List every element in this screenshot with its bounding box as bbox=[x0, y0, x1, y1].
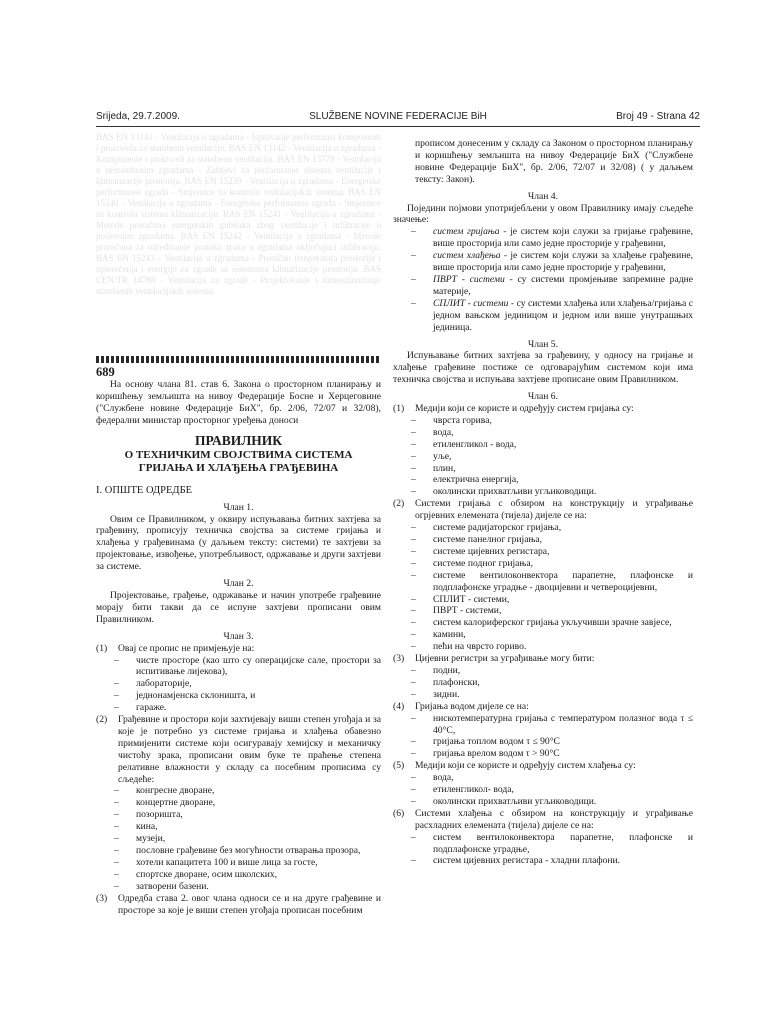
list-item bbox=[96, 655, 381, 679]
article-6-paragraphs bbox=[393, 403, 693, 867]
list-item-text: зидни. bbox=[433, 688, 460, 700]
dash-bullet: – bbox=[411, 664, 416, 676]
act-separator bbox=[96, 356, 381, 363]
paragraph-number: (4) bbox=[393, 700, 405, 712]
article-4-text: Поједини појмови употријебљени у овом Правилнику имају сљедеће значење: bbox=[393, 202, 693, 226]
dash-bullet: – bbox=[114, 868, 119, 880]
list-item-text: пећи на чврсто гориво. bbox=[433, 641, 527, 653]
header-date: Srijeda, 29.7.2009. bbox=[96, 111, 180, 122]
paragraph-number: (3) bbox=[393, 653, 405, 665]
numbered-paragraph bbox=[393, 498, 693, 522]
list-item bbox=[393, 617, 693, 629]
list-item-text: систем калориферског гријања укључивши зрачне завјесе, bbox=[433, 617, 672, 629]
list-item-text: системе радијаторског гријања, bbox=[433, 522, 562, 534]
list-item bbox=[96, 845, 381, 857]
dash-bullet: – bbox=[411, 297, 416, 309]
list-item bbox=[393, 677, 693, 689]
list-item-text: околински прихватљиви угљиководици. bbox=[433, 486, 597, 498]
dash-bullet: – bbox=[411, 450, 416, 462]
paragraph-number: (6) bbox=[393, 807, 405, 819]
dash-bullet: – bbox=[411, 426, 416, 438]
article-2-text: Пројектовање, грађење, одржавање и начин употребе грађевине морају бити такви да се испуне захтјеви прописани овим Правилником. bbox=[96, 589, 381, 625]
list-item-text: вода, bbox=[433, 426, 454, 438]
paragraph-number: (3) bbox=[96, 892, 108, 904]
list-item-text: концертне дворане, bbox=[136, 797, 216, 809]
list-item bbox=[96, 678, 381, 690]
dash-bullet: – bbox=[114, 797, 119, 809]
list-item-text: гријања врелом водом τ > 90°C bbox=[433, 748, 560, 760]
paragraph-text: Системи хлађења с обзиром на конструкцију и уграђивање расхладних елемената (тијела) дијеле се на: bbox=[415, 807, 693, 831]
dash-bullet: – bbox=[411, 522, 416, 534]
dash-bullet: – bbox=[411, 486, 416, 498]
paragraph-number: (2) bbox=[393, 498, 405, 510]
list-item-text: лабораторије, bbox=[136, 678, 192, 690]
section-heading: I. ОПШТЕ ОДРЕДБЕ bbox=[96, 484, 193, 496]
paragraph-1-list bbox=[96, 655, 381, 715]
paragraph-2 bbox=[96, 714, 381, 785]
list-item bbox=[96, 785, 381, 797]
header-page-number: Broj 49 - Strana 42 bbox=[616, 111, 700, 122]
list-item bbox=[393, 855, 693, 867]
list-item bbox=[393, 713, 693, 737]
definition-text: - је систем који служи за гријање грађевине, више просторија или само једне просторије у грађевини, bbox=[433, 226, 693, 250]
dash-bullet: – bbox=[411, 855, 416, 867]
list-item-text: плафонски, bbox=[433, 676, 480, 688]
list-item bbox=[393, 736, 693, 748]
list-item-text: етиленгликол- вода, bbox=[433, 784, 514, 796]
dash-bullet: – bbox=[411, 569, 416, 581]
list-item bbox=[393, 772, 693, 784]
list-item-text: системе вентилоконвектора парапетне, плафонске и подплафонске уградње - двоцијевни и четвероцијевни, bbox=[433, 569, 693, 593]
list-item bbox=[393, 629, 693, 641]
list-item-text: нискотемпературна гријања с температуром полазног вода τ ≤ 40°C, bbox=[433, 712, 693, 736]
list-item bbox=[96, 690, 381, 702]
article-1-heading: Члан 1. bbox=[223, 501, 254, 513]
list-item bbox=[96, 797, 381, 809]
list-item-text: електрична енергија, bbox=[433, 474, 519, 486]
dash-bullet: – bbox=[411, 438, 416, 450]
list-item-text: камини, bbox=[433, 629, 466, 641]
definition-term: ПВРТ - системи bbox=[433, 273, 505, 285]
dash-bullet: – bbox=[114, 690, 119, 702]
list-item bbox=[393, 605, 693, 617]
list-item bbox=[393, 665, 693, 677]
list-item bbox=[393, 451, 693, 463]
list-item-text: вода, bbox=[433, 772, 454, 784]
document-subtitle: О ТЕХНИЧКИМ СВОЈСТВИМА СИСТЕМА ГРИЈАЊА И ХЛАЂЕЊА ГРАЂЕВИНА bbox=[124, 448, 353, 475]
dash-bullet: – bbox=[411, 474, 416, 486]
dash-bullet: – bbox=[114, 785, 119, 797]
dash-bullet: – bbox=[411, 557, 416, 569]
dash-bullet: – bbox=[411, 772, 416, 784]
paragraph-text: Цијевни регистри за уграђивање могу бити: bbox=[415, 653, 595, 665]
dash-bullet: – bbox=[114, 702, 119, 714]
definition-item bbox=[393, 298, 693, 334]
list-item-text: етиленгликол - вода, bbox=[433, 438, 517, 450]
list-item bbox=[393, 463, 693, 475]
list-item bbox=[393, 522, 693, 534]
dash-bullet: – bbox=[411, 605, 416, 617]
dash-bullet: – bbox=[411, 545, 416, 557]
numbered-paragraph bbox=[393, 760, 693, 772]
list-item-text: гараже. bbox=[136, 702, 167, 714]
numbered-paragraph bbox=[393, 403, 693, 415]
list-item bbox=[393, 474, 693, 486]
list-item bbox=[96, 833, 381, 845]
list-item bbox=[393, 796, 693, 808]
dash-bullet: – bbox=[411, 748, 416, 760]
dash-bullet: – bbox=[411, 831, 416, 843]
list-item-text: систем вентилоконвектора парапетне, плафонске и подплафонске уградње, bbox=[433, 831, 693, 855]
definition-term: систем хлађења bbox=[433, 250, 501, 262]
page-header bbox=[96, 109, 700, 125]
list-item-text: системе подног гријања, bbox=[433, 557, 534, 569]
dash-bullet: – bbox=[411, 534, 416, 545]
list-item-text: СПЛИТ - системи, bbox=[433, 593, 510, 605]
definition-item bbox=[393, 250, 693, 274]
list-item bbox=[393, 486, 693, 498]
numbered-paragraph bbox=[393, 653, 693, 665]
list-item bbox=[96, 821, 381, 833]
definition-term: систем гријања bbox=[433, 226, 500, 238]
list-item-text: плин, bbox=[433, 462, 456, 474]
list-item bbox=[96, 869, 381, 881]
list-item bbox=[393, 689, 693, 701]
list-item bbox=[393, 439, 693, 451]
paragraph-text: Медији који се користе и одређују систем хлађења су: bbox=[415, 760, 636, 772]
header-rule bbox=[96, 126, 700, 127]
list-item bbox=[393, 641, 693, 653]
list-item-text: позоришта, bbox=[136, 809, 183, 821]
paragraph-number: (1) bbox=[96, 642, 108, 654]
list-item-text: затворени базени. bbox=[136, 880, 209, 892]
list-item-text bbox=[433, 274, 693, 298]
list-item-text: ПВРТ - системи, bbox=[433, 605, 502, 617]
faded-show-through-text: BAS EN 13141 - Ventilacija u zgradama - Ispitivanje performansi komponenti i proizvoda za stambenu ventilaciju. BAS EN 13142 - Ventilacija u zgradama - Komponente i proizvodi za stambenu ventilaciju. BAS EN 13779 - Ventilacija u nestambenim zgradama - Zahtjevi za performanse sistema ventilacije i klimatizacije prostorija. BAS EN 15239 - Ventilacija u zgradama - Energetske performanse zgrada - Smjernice za kontrolu ventilacijskih sistema. BAS EN 15240 - Ventilacija u zgradama - Energetske performanse zgrada - Smjernice za kontrolu sistema klimatizacije. BAS EN 15241 - Ventilacija u zgradama - Metode proračuna energetskih gubitaka zbog ventilacije i infiltracije u poslovnim zgradama. BAS EN 15242 - Ventilacija u zgradama - Metode proračuna za određivanje protoka zraka u zgradama uključujući infiltraciju. BAS EN 15243 - Ventilacija u zgradama - Proračun temperatura prostorija i opterećenja i energije za zgrade sa sistemima klimatizacije prostorija. BAS CEN/TR 14788 - Ventilacija za zgrade - Projektovanje i dimenzioniranje stambenih ventilacijskih sistema. bbox=[96, 132, 381, 296]
dash-bullet: – bbox=[114, 821, 119, 833]
dash-bullet: – bbox=[411, 641, 416, 653]
dash-bullet: – bbox=[114, 809, 119, 821]
list-item-text: музеји, bbox=[136, 833, 166, 845]
list-item bbox=[393, 534, 693, 546]
list-item bbox=[393, 427, 693, 439]
dash-bullet: – bbox=[411, 784, 416, 796]
definition-item bbox=[393, 274, 693, 298]
list-item bbox=[96, 881, 381, 893]
dash-bullet: – bbox=[411, 414, 416, 426]
dash-bullet: – bbox=[114, 880, 119, 892]
list-item bbox=[393, 832, 693, 856]
list-item-text: околински прихватљиви угљиководици. bbox=[433, 795, 597, 807]
definition-term: СПЛИТ - системи bbox=[433, 297, 509, 309]
article-3-heading: Члан 3. bbox=[223, 630, 254, 642]
paragraph-number: (1) bbox=[393, 403, 405, 415]
dash-bullet: – bbox=[411, 617, 416, 629]
article-2-heading: Члан 2. bbox=[223, 578, 254, 590]
list-item-text: чисте просторе (као што су операцијске сале, простори за испитивање лијекова), bbox=[136, 654, 381, 678]
paragraph-text: Овај се пропис не примјењује на: bbox=[118, 642, 255, 654]
list-item-text bbox=[433, 226, 693, 250]
continued-paragraph: прописом донесеним у складу са Законом о просторном планирању и коришћењу земљишта на нивоу Федерације БиХ ("Службене новине Федерације БиХ", бр. 2/06, 72/07 и 32/08) ( у даљњем тексту: Закон). bbox=[415, 138, 693, 185]
article-6-heading: Члан 6. bbox=[527, 391, 558, 403]
dash-bullet: – bbox=[411, 795, 416, 807]
dash-bullet: – bbox=[114, 845, 119, 856]
dash-bullet: – bbox=[411, 676, 416, 688]
paragraph-text: Медији који се користе и одређују систем гријања су: bbox=[415, 403, 634, 415]
article-1-text: Овим се Правилником, у оквиру испуњавања битних захтјева за грађевину, прописују техничка својства за системе гријања и хлађења у грађевинама (у даљњем тексту: системи) те захтјеви за пројектовање, извођење, употребљивост, одржавање и други захтјеви за системе. bbox=[96, 513, 381, 573]
dash-bullet: – bbox=[411, 250, 416, 262]
list-item-text: кина, bbox=[136, 821, 158, 833]
definition-text: - је систем који служи за хлађење грађевине, више просторија или само једне просторије у грађевини, bbox=[433, 250, 693, 274]
paragraph-text: Системи гријања с обзиром на конструкцију и уграђивање огрјевних елемената (тијела) дијеле се на: bbox=[415, 498, 693, 522]
dash-bullet: – bbox=[411, 736, 416, 748]
list-item-text: уље, bbox=[433, 450, 452, 462]
list-item-text: хотели капацитета 100 и више лица за госте, bbox=[136, 856, 318, 868]
dash-bullet: – bbox=[411, 712, 416, 724]
paragraph-3 bbox=[96, 893, 381, 917]
document-title: ПРАВИЛНИК bbox=[194, 432, 283, 448]
paragraph-text: Гријања водом дијеле се на: bbox=[415, 700, 529, 712]
article-4-heading: Члан 4. bbox=[527, 190, 558, 202]
list-item-text: гријања топлом водом τ ≤ 90°C bbox=[433, 736, 560, 748]
numbered-paragraph bbox=[393, 808, 693, 832]
intro-paragraph: На основу члана 81. став 6. Закона о просторном планирању и коришћењу земљишта на нивоу Федерације Босне и Херцеговине ("Службене новине Федерације БиХ", бр. 2/06, 72/07 и 32/08), федерални министар просторног уређења доноси bbox=[96, 379, 381, 426]
paragraph-1 bbox=[96, 643, 381, 655]
list-item-text: системе цијевних регистара, bbox=[433, 545, 550, 557]
list-item bbox=[393, 558, 693, 570]
dash-bullet: – bbox=[114, 654, 119, 666]
list-item bbox=[393, 546, 693, 558]
list-item-text: систем цијевних регистара - хладни плафони. bbox=[433, 855, 621, 867]
dash-bullet: – bbox=[114, 678, 119, 690]
article-5-heading: Члан 5. bbox=[527, 338, 558, 350]
dash-bullet: – bbox=[114, 833, 119, 845]
list-item bbox=[96, 857, 381, 869]
header-publication: SLUŽBENE NOVINE FEDERACIJE BiH bbox=[309, 111, 487, 122]
list-item bbox=[393, 415, 693, 427]
definition-item bbox=[393, 226, 693, 250]
paragraph-number: (2) bbox=[96, 714, 108, 726]
numbered-paragraph bbox=[393, 701, 693, 713]
list-item bbox=[96, 809, 381, 821]
list-item bbox=[393, 570, 693, 594]
dash-bullet: – bbox=[411, 273, 416, 285]
paragraph-number: (5) bbox=[393, 760, 405, 772]
definition-text: - су системи хлађења или хлађења/гријања с једном вањском јединицом и једном или више унутрашњих јединица. bbox=[433, 297, 693, 333]
dash-bullet: – bbox=[411, 226, 416, 238]
list-item bbox=[393, 748, 693, 760]
paragraph-text: Одредба става 2. овог члана односи се и на друге грађевине и просторе за које је виши степен угођаја прописан посебним bbox=[118, 892, 381, 916]
left-column bbox=[96, 132, 381, 916]
paragraph-text: Грађевине и простори који захтијевају виши степен угођаја и за које је потребно уз системе гријања и хлађења обавезно примијенити системе који осигуравају хемијску и механичку чистоћу зрака, прописани овим буке те праћење степена релативне влажности у складу са посебним прописима су сљедеће: bbox=[118, 714, 381, 785]
list-item-text bbox=[433, 250, 693, 274]
dash-bullet: – bbox=[411, 688, 416, 700]
dash-bullet: – bbox=[411, 629, 416, 641]
act-number: 689 bbox=[96, 365, 115, 379]
paragraph-2-list bbox=[96, 785, 381, 892]
dash-bullet: – bbox=[411, 593, 416, 605]
list-item-text: пословне грађевине без могућности отварања прозора, bbox=[136, 845, 361, 856]
list-item bbox=[393, 784, 693, 796]
list-item-text: чврста горива, bbox=[433, 414, 492, 426]
definition-text: - су системи промјењиве запремине радне материје, bbox=[433, 273, 694, 297]
list-item bbox=[393, 594, 693, 606]
right-column bbox=[393, 138, 693, 867]
list-item-text: подни, bbox=[433, 664, 461, 676]
list-item-text: конгресне дворане, bbox=[136, 785, 215, 797]
list-item-text: системе панелног гријања, bbox=[433, 534, 543, 545]
list-item-text bbox=[433, 298, 693, 334]
list-item-text: спортске дворане, осим школских, bbox=[136, 868, 278, 880]
list-item bbox=[96, 702, 381, 714]
definitions-list bbox=[393, 226, 693, 333]
dash-bullet: – bbox=[114, 856, 119, 868]
article-5-text: Испуњавање битних захтјева за грађевину, у односу на гријање и хлађење грађевине постиже се одговарајућим системом који има техничка својства и испуњава захтјеве прописане овим Правилником. bbox=[393, 350, 693, 386]
list-item-text: једнонамјенска склоништа, и bbox=[136, 690, 256, 702]
dash-bullet: – bbox=[411, 462, 416, 474]
